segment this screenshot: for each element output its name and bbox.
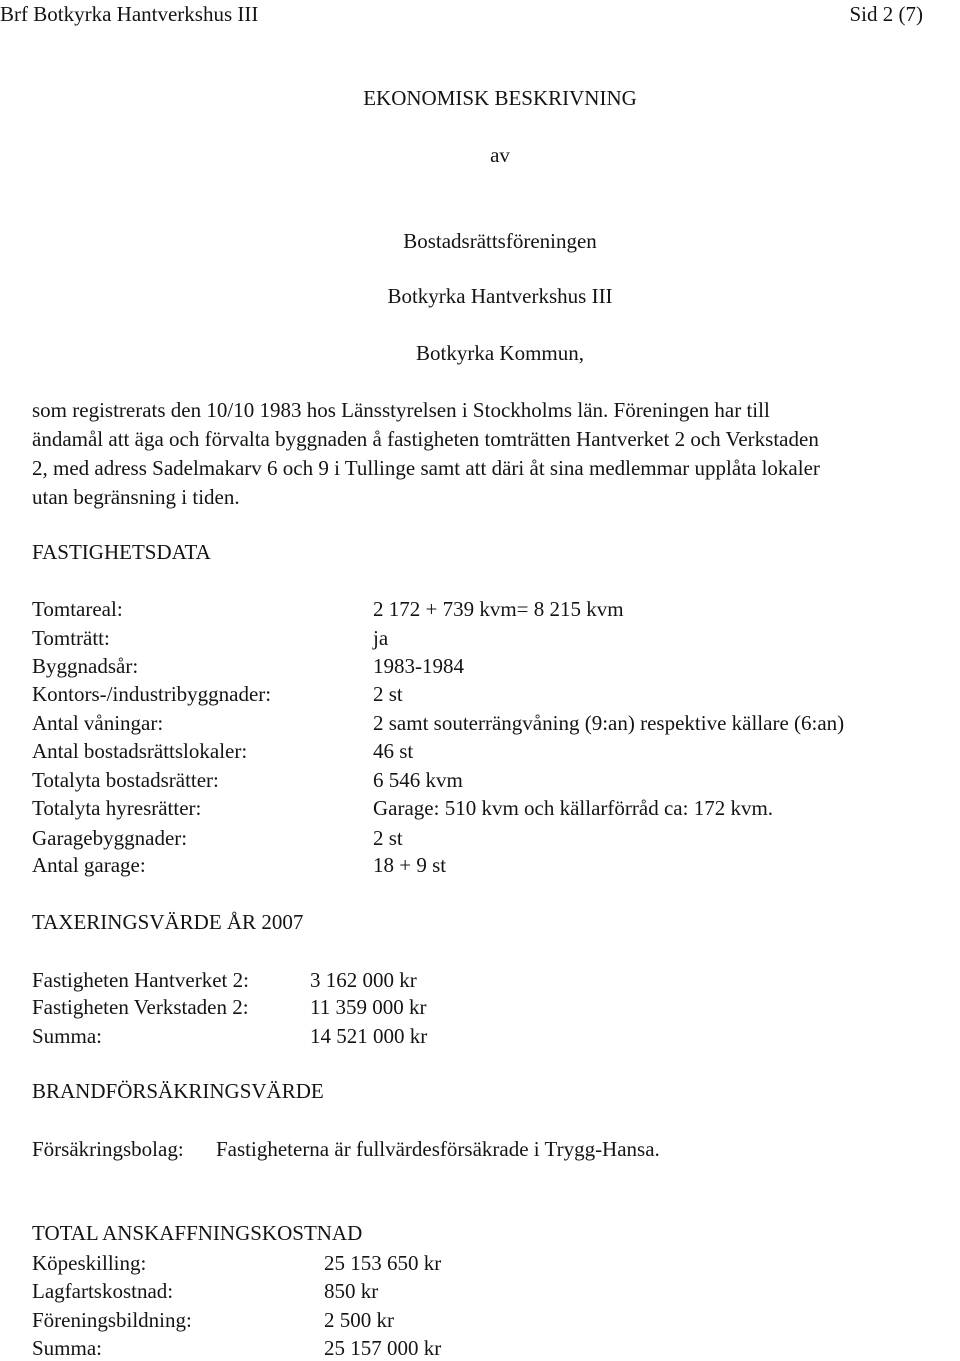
property-label: Tomträtt:	[32, 626, 110, 650]
property-label: Tomtareal:	[32, 597, 123, 621]
entity-type: Bostadsrättsföreningen	[403, 229, 597, 253]
intro-line: som registrerats den 10/10 1983 hos Länsstyrelsen i Stockholms län. Föreningen har till	[32, 398, 770, 422]
header-org: Brf Botkyrka Hantverkshus III	[0, 2, 259, 26]
section-heading-fastighetsdata: FASTIGHETSDATA	[32, 540, 211, 564]
property-value: 2 st	[373, 826, 403, 850]
insurance-value: Fastigheterna är fullvärdesförsäkrade i Trygg-Hansa.	[216, 1137, 660, 1161]
property-label: Byggnadsår:	[32, 654, 139, 678]
property-label: Garagebyggnader:	[32, 826, 188, 850]
taxering-value: 3 162 000 kr	[310, 968, 417, 992]
property-value: 18 + 9 st	[373, 853, 447, 877]
page-number: Sid 2 (7)	[849, 2, 923, 26]
property-label: Antal garage:	[32, 853, 146, 877]
property-label: Totalyta hyresrätter:	[32, 796, 202, 820]
entity-name: Botkyrka Hantverkshus III	[387, 284, 613, 308]
property-value: 2 samt souterrängvåning (9:an) respektive källare (6:an)	[373, 711, 845, 735]
taxering-value: 14 521 000 kr	[310, 1024, 428, 1048]
property-label: Antal våningar:	[32, 711, 164, 735]
property-label: Kontors-/industribyggnader:	[32, 682, 272, 706]
cost-label: Köpeskilling:	[32, 1251, 147, 1275]
cost-value: 25 157 000 kr	[324, 1336, 442, 1360]
intro-paragraph	[32, 396, 932, 512]
cost-value: 850 kr	[324, 1279, 379, 1303]
cost-value: 25 153 650 kr	[324, 1251, 442, 1275]
property-value: 2 st	[373, 682, 403, 706]
property-value: 6 546 kvm	[373, 768, 463, 792]
cost-value: 2 500 kr	[324, 1308, 394, 1332]
intro-line: 2, med adress Sadelmakarv 6 och 9 i Tullinge samt att däri åt sina medlemmar upplåta lokaler	[32, 456, 820, 480]
cost-label: Föreningsbildning:	[32, 1308, 192, 1332]
intro-line: ändamål att äga och förvalta byggnaden å fastigheten tomträtten Hantverket 2 och Verkstaden	[32, 427, 819, 451]
section-heading-taxering: TAXERINGSVÄRDE ÅR 2007	[32, 910, 304, 934]
property-value: 46 st	[373, 739, 414, 763]
municipality: Botkyrka Kommun,	[416, 341, 584, 365]
cost-label: Summa:	[32, 1336, 103, 1360]
property-label: Antal bostadsrättslokaler:	[32, 739, 248, 763]
title-av: av	[490, 143, 510, 167]
property-value: Garage: 510 kvm och källarförråd ca: 172 kvm.	[373, 796, 774, 820]
taxering-label: Fastigheten Hantverket 2:	[32, 968, 249, 992]
property-value: ja	[373, 626, 389, 650]
property-value: 2 172 + 739 kvm= 8 215 kvm	[373, 597, 624, 621]
section-heading-brand: BRANDFÖRSÄKRINGSVÄRDE	[32, 1079, 324, 1103]
intro-line: utan begränsning i tiden.	[32, 485, 240, 509]
taxering-label: Fastigheten Verkstaden 2:	[32, 995, 249, 1019]
taxering-value: 11 359 000 kr	[310, 995, 427, 1019]
taxering-label: Summa:	[32, 1024, 103, 1048]
insurance-label: Försäkringsbolag:	[32, 1137, 184, 1161]
document-title: EKONOMISK BESKRIVNING	[363, 86, 637, 110]
property-value: 1983-1984	[373, 654, 464, 678]
property-label: Totalyta bostadsrätter:	[32, 768, 219, 792]
cost-label: Lagfartskostnad:	[32, 1279, 174, 1303]
section-heading-anskaffning: TOTAL ANSKAFFNINGSKOSTNAD	[32, 1221, 363, 1245]
